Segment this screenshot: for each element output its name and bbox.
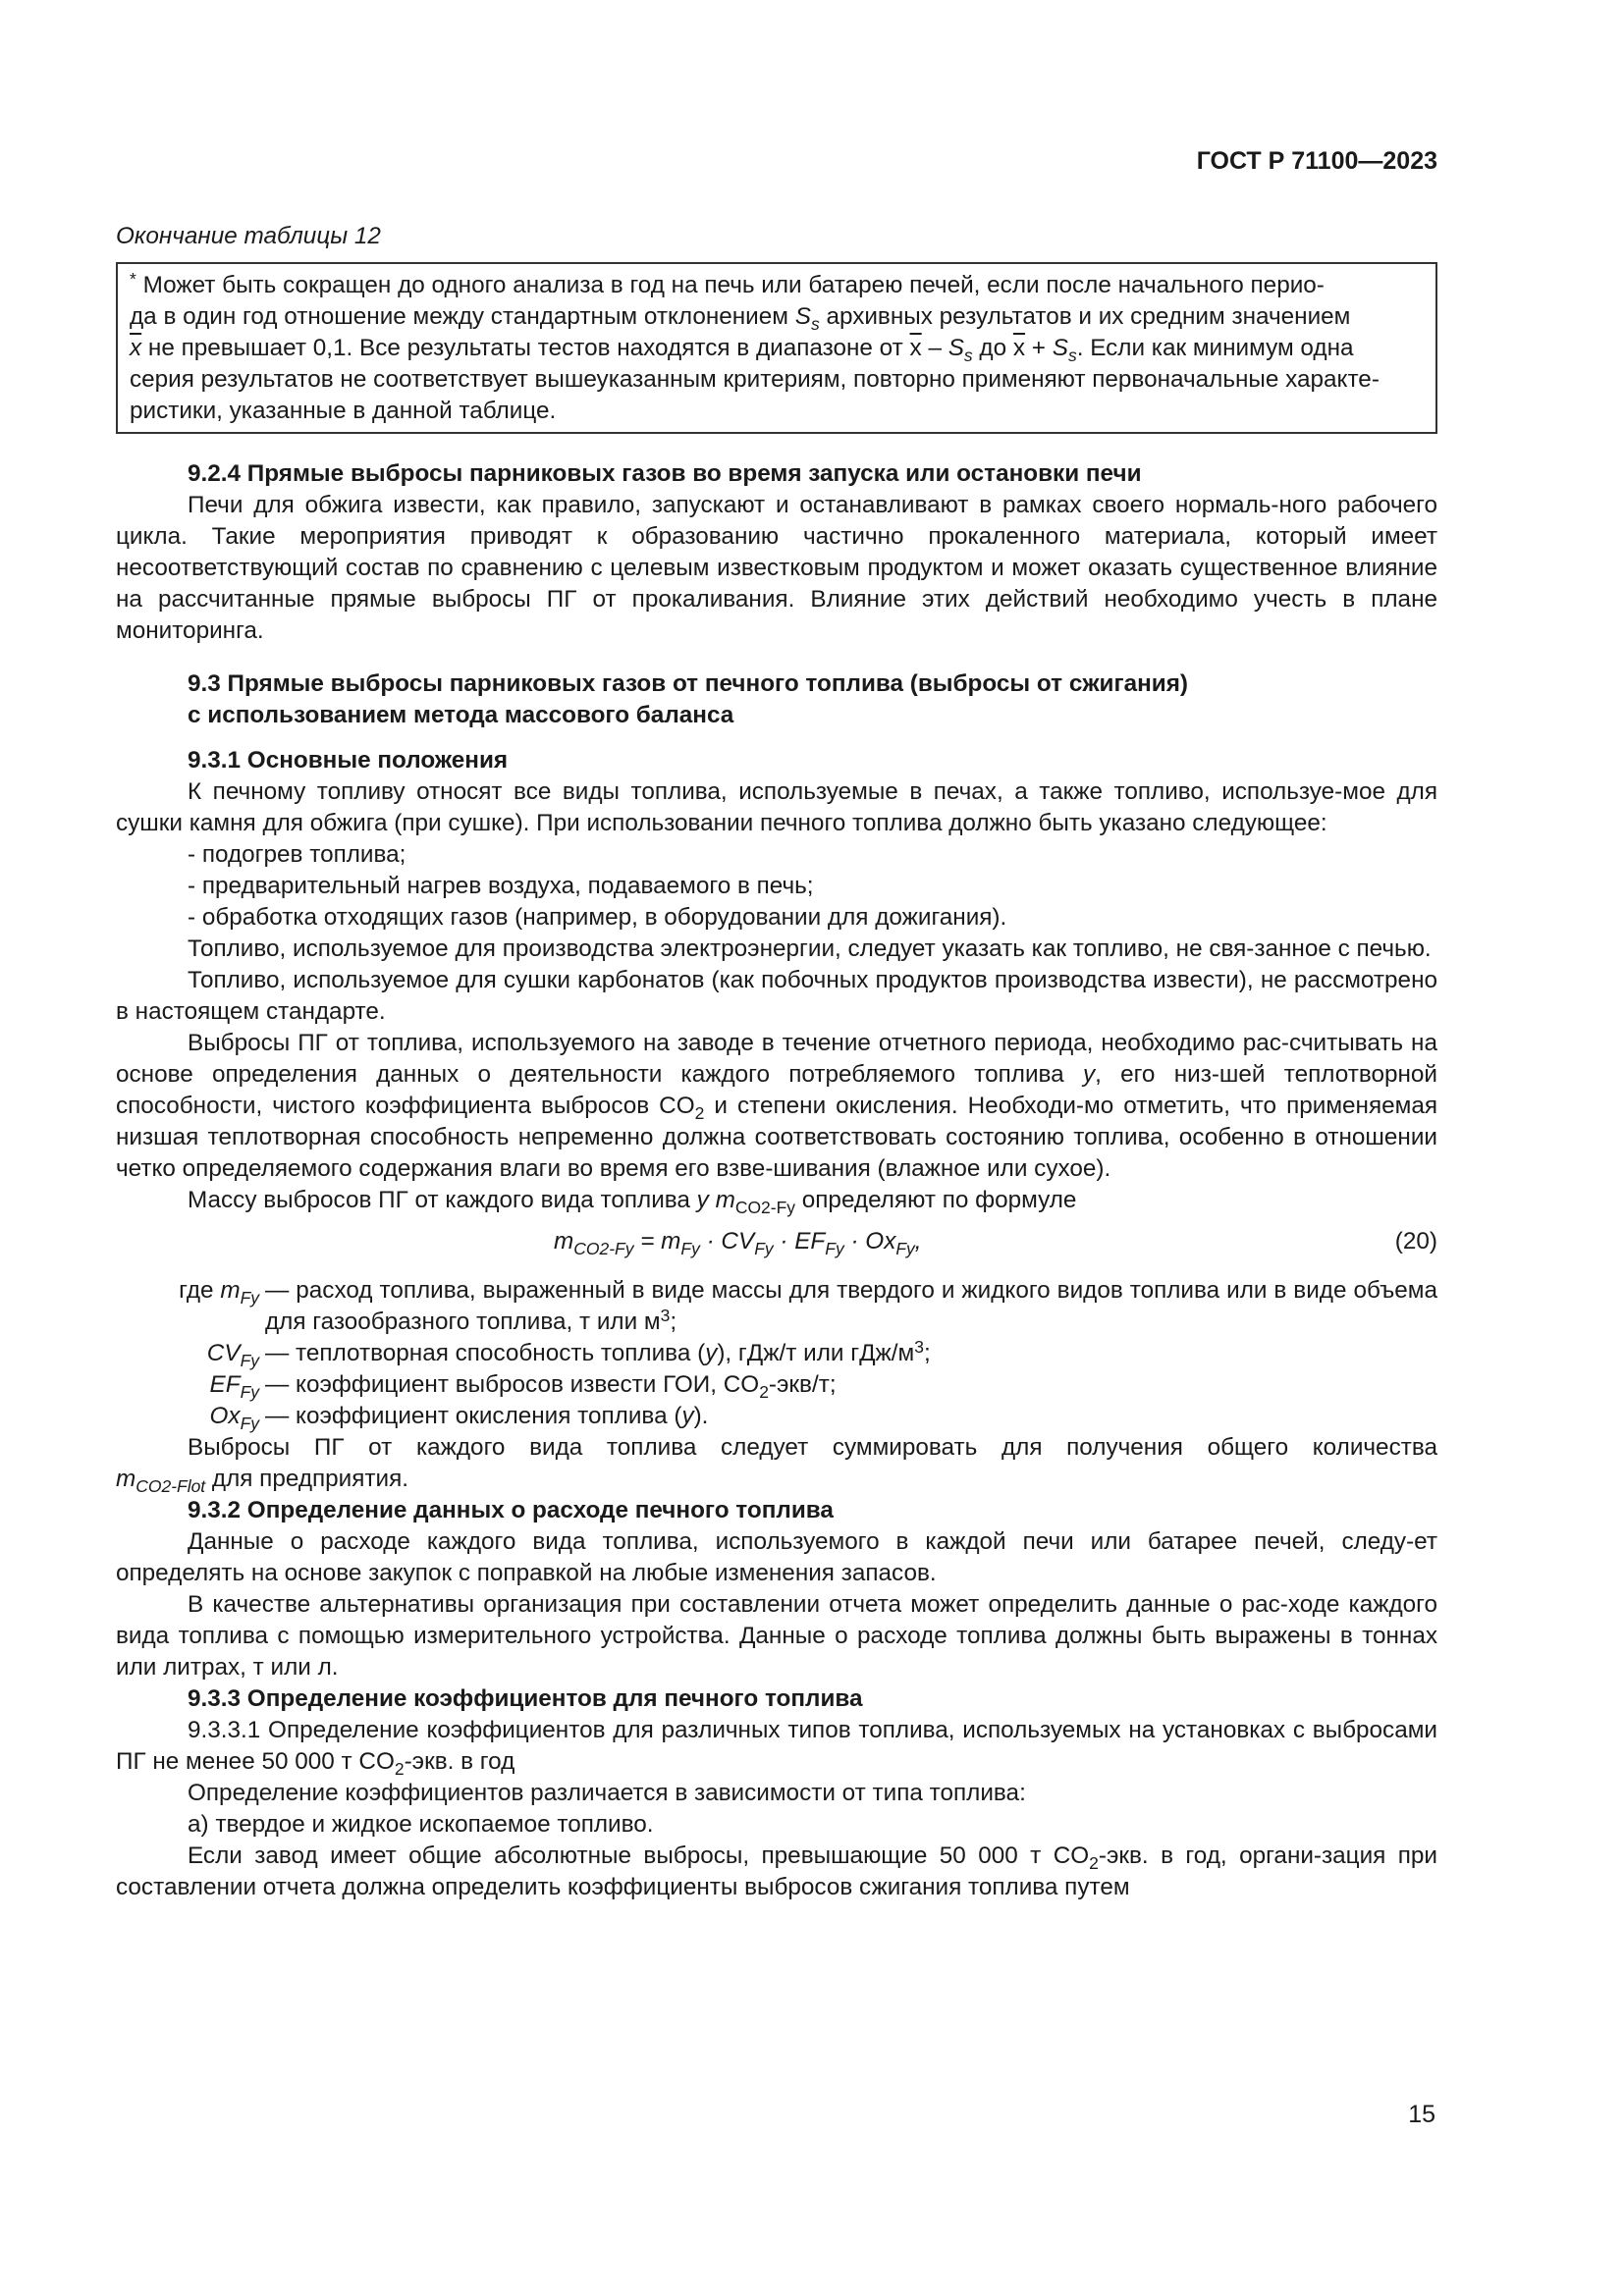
- footnote-line-3: $\overline{x}$ не превышает 0,1. Все результаты тестов находятся в диапазоне от $\overline{x} - S_s$ до $\overline{x} + S_s$. Если как минимум одна: [130, 335, 1354, 366]
- table-footnote-box: [116, 262, 1437, 434]
- formula-number: (20): [1394, 1228, 1437, 1255]
- heading-9-3-2: 9.3.2 Определение данных о расходе печного топлива: [188, 1497, 834, 1523]
- paragraph-9-3-3-1: 9.3.3.1 Определение коэффициентов для различных типов топлива, используемых на установках с выбросами ПГ не менее 50 000 т $CO_2$-экв. в год: [116, 1717, 1437, 1780]
- standard-header: ГОСТ Р 71100—2023: [1196, 147, 1437, 175]
- paragraph-absolute-emissions: Если завод имеет общие абсолютные выбросы, превышающие 50 000 т $CO_2$-экв. в год, органи-зация при составлении отчета должна определить коэффициенты выбросов сжигания топлива путем: [116, 1842, 1437, 1900]
- definition-oxfy: — коэффициент окисления топлива (y).: [265, 1403, 709, 1429]
- heading-9-3-line1: 9.3 Прямые выбросы парниковых газов от печного топлива (выбросы от сжигания): [188, 670, 1189, 697]
- paragraph-summation: Выбросы ПГ от каждого вида топлива следует суммировать для получения общего количества: [188, 1434, 1437, 1461]
- paragraph-summation-end: $m_{CO2-Flot}$ для предприятия.: [116, 1466, 409, 1497]
- paragraph-coefficients: Определение коэффициентов различается в зависимости от типа топлива:: [188, 1780, 1026, 1806]
- table-caption: Окончание таблицы 12: [116, 223, 381, 249]
- footnote-line-1: * Может быть сокращен до одного анализа в год на печь или батарею печей, если после начального перио-: [130, 269, 1325, 298]
- definition-cvfy: — теплотворная способность топлива (y), гДж/т или гДж/$м^3$;: [265, 1337, 931, 1366]
- heading-9-3-3: 9.3.3 Определение коэффициентов для печного топлива: [188, 1685, 863, 1712]
- formula-20: [116, 1224, 1437, 1265]
- definition-term-cvfy: $CV_{Fy}$: [206, 1340, 259, 1371]
- paragraph-emission-calculation: Выбросы ПГ от топлива, используемого на заводе в течение отчетного периода, необходимо рас-считывать на основе определения данных о деятельности каждого потребляемого топлива y, его низ-шей теплотворной способности, чистого коэффициента выбросов $CO_2$ и степени окисления. Необходи-мо отметить, что применяемая низшая теплотворная способность непременно должна соответствовать состоянию топлива, особенно в отношении четко определяемого содержания влаги во время его взве-шивания (влажное или сухое).: [116, 1030, 1437, 1182]
- list-item-1: - подогрев топлива;: [188, 841, 406, 868]
- list-item-2: - предварительный нагрев воздуха, подаваемого в печь;: [188, 873, 814, 899]
- paragraph-fuel-types: К печному топливу относят все виды топлива, используемые в печах, а также топливо, используе-мое для сушки камня для обжига (при сушке). При использовании печного топлива должно быть указано следующее:: [116, 778, 1437, 836]
- definition-term-mfy: где $m_{Fy}$: [179, 1277, 259, 1308]
- paragraph-electricity-fuel: Топливо, используемое для производства электроэнергии, следует указать как топливо, не свя-занное с печью.: [188, 935, 1432, 962]
- definition-effy: — коэффициент выбросов извести ГОИ, $CO_2-экв/т$;: [265, 1371, 837, 1403]
- page-number: 15: [1408, 2101, 1435, 2128]
- paragraph-solid-liquid: а) твердое и жидкое ископаемое топливо.: [188, 1811, 654, 1838]
- heading-9-3-line2: с использованием метода массового баланса: [188, 702, 734, 728]
- formula-expression: $m_{CO2-Fy} = m_{Fy} \cdot CV_{Fy} \cdot EF_{Fy} \cdot Ox_{Fy}$,: [554, 1228, 922, 1259]
- paragraph-formula-intro: Массу выбросов ПГ от каждого вида топлива y $m_{CO2-Fy}$ определяют по формуле: [188, 1187, 1077, 1218]
- list-item-3: - обработка отходящих газов (например, в оборудовании для дожигания).: [188, 904, 1007, 931]
- definition-term-oxfy: $Ox_{Fy}$: [209, 1403, 259, 1434]
- definition-mfy: — расход топлива, выраженный в виде массы для твердого и жидкого видов топлива или в виде объема для газообразного топлива, т или $м^3$;: [265, 1277, 1437, 1335]
- paragraph-measuring-device: В качестве альтернативы организация при составлении отчета может определить данные о рас-ходе каждого вида топлива с помощью измерительного устройства. Данные о расходе топлива должны быть выражены в тоннах или литрах, т или л.: [116, 1591, 1437, 1681]
- definition-term-effy: $EF_{Fy}$: [209, 1371, 259, 1403]
- paragraph-9-2-4: Печи для обжига извести, как правило, запускают и останавливают в рамках своего нормаль-ного рабочего цикла. Такие мероприятия приводят к образованию частично прокаленного материала, который имеет несоответствующий состав по сравнению с целевым известковым продуктом и может оказать существенное влияние на рассчитанные прямые выбросы ПГ от прокаливания. Влияние этих действий необходимо учесть в плане мониторинга.: [116, 492, 1437, 644]
- paragraph-fuel-consumption: Данные о расходе каждого вида топлива, используемого в каждой печи или батарее печей, следу-ет определять на основе закупок с поправкой на любые изменения запасов.: [116, 1528, 1437, 1586]
- paragraph-carbonate-drying: Топливо, используемое для сушки карбонатов (как побочных продуктов производства извести), не рассмотрено в настоящем стандарте.: [116, 967, 1437, 1025]
- footnote-line-4: серия результатов не соответствует вышеуказанным критериям, повторно применяют первоначальные характе-: [130, 366, 1380, 393]
- page-content: [116, 221, 1437, 1903]
- formula-definitions: [116, 1275, 1437, 1432]
- footnote-line-2: да в один год отношение между стандартным отклонением $S_s$ архивных результатов и их средним значением: [130, 303, 1351, 335]
- footnote-line-5: ристики, указанные в данной таблице.: [130, 398, 557, 424]
- heading-9-2-4: 9.2.4 Прямые выбросы парниковых газов во время запуска или остановки печи: [188, 460, 1142, 487]
- heading-9-3-1: 9.3.1 Основные положения: [188, 747, 509, 774]
